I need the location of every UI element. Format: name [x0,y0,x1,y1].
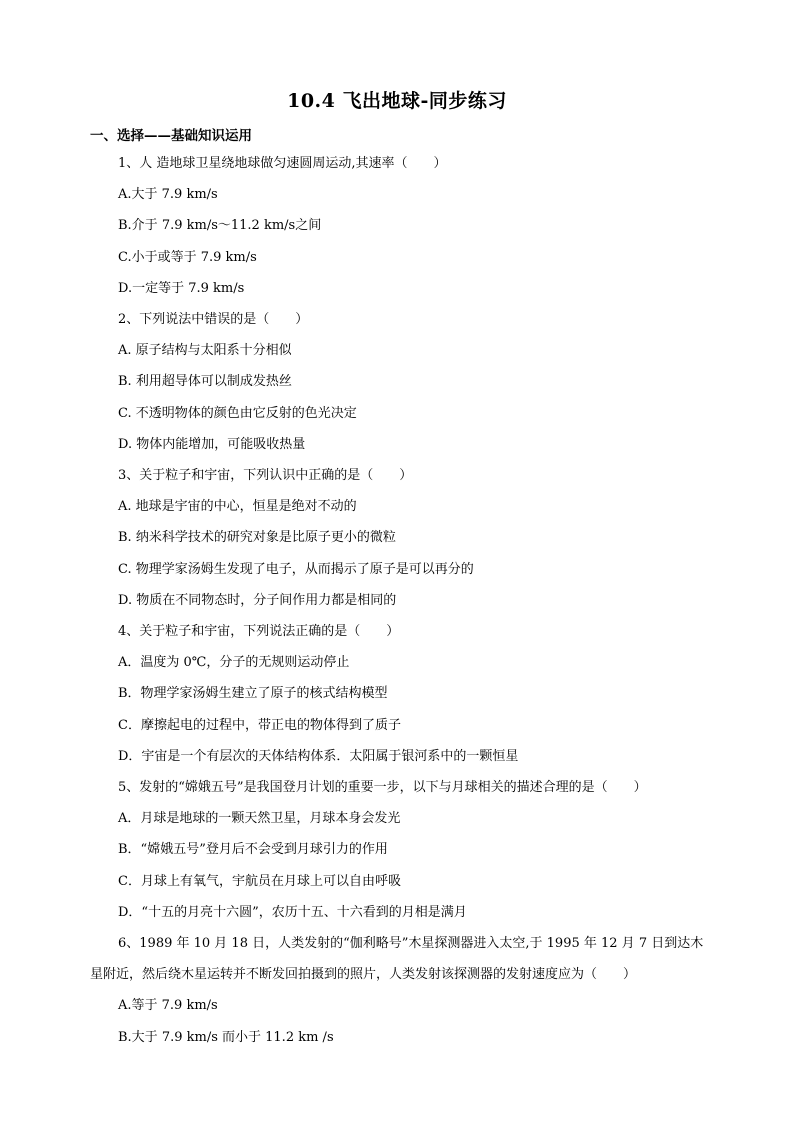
page-title: 10.4 飞出地球-同步练习 [287,90,507,112]
question-2-option-b: B. 利用超导体可以制成发热丝 [118,374,292,389]
question-3-option-d: D. 物质在不同物态时，分子间作用力都是相同的 [118,593,397,608]
question-2-option-c: C. 不透明物体的颜色由它反射的色光决定 [118,406,357,421]
question-2-stem: 2、下列说法中错误的是（ ） [118,312,309,327]
question-4-option-a: A．温度为 0℃，分子的无规则运动停止 [118,655,350,670]
question-5-option-c: C．月球上有氧气，宇航员在月球上可以自由呼吸 [118,874,401,889]
question-4-option-c: C．摩擦起电的过程中，带正电的物体得到了质子 [118,718,401,733]
question-1-option-b: B.介于 7.9 km/s～11.2 km/s之间 [118,218,322,233]
question-4-option-b: B．物理学家汤姆生建立了原子的核式结构模型 [118,686,388,701]
question-1-stem: 1、人 造地球卫星绕地球做匀速圆周运动,其速率（ ） [118,156,447,171]
question-3-option-b: B. 纳米科学技术的研究对象是比原子更小的微粒 [118,530,396,545]
question-4-option-d: D．宇宙是一个有层次的天体结构体系．太阳属于银河系中的一颗恒星 [118,749,519,764]
question-2-option-d: D. 物体内能增加，可能吸收热量 [118,437,306,452]
section-heading: 一、选择——基础知识运用 [90,128,252,144]
question-6-option-b: B.大于 7.9 km/s 而小于 11.2 km /s [118,1030,334,1045]
question-3-option-a: A. 地球是宇宙的中心，恒星是绝对不动的 [118,499,357,514]
question-5-option-a: A．月球是地球的一颗天然卫星，月球本身会发光 [118,811,401,826]
question-1-option-a: A.大于 7.9 km/s [118,187,218,202]
question-3-option-c: C. 物理学家汤姆生发现了电子，从而揭示了原子是可以再分的 [118,562,474,577]
question-1-option-c: C.小于或等于 7.9 km/s [118,250,257,265]
question-4-stem: 4、关于粒子和宇宙，下列说法正确的是（ ） [118,624,400,639]
question-5-option-b: B．“嫦娥五号”登月后不会受到月球引力的作用 [118,842,388,857]
question-1-option-d: D.一定等于 7.9 km/s [118,281,245,296]
question-6-option-a: A.等于 7.9 km/s [118,998,218,1013]
question-5-stem: 5、发射的“嫦娥五号”是我国登月计划的重要一步，以下与月球相关的描述合理的是（ ） [118,780,647,795]
question-6-stem: 6、1989 年 10 月 18 日，人类发射的“伽利略号”木星探测器进入太空,于 1995 年 12 月 7 日到达木星附近，然后绕木星运转并不断发回拍摄到的照片，人类发射该探测器的发射速度应为（ ） [90,936,704,982]
question-5-option-d: D．“十五的月亮十六圆”，农历十五、十六看到的月相是满月 [118,905,467,920]
question-2-option-a: A. 原子结构与太阳系十分相似 [118,343,292,358]
question-3-stem: 3、关于粒子和宇宙，下列认识中正确的是（ ） [118,468,413,483]
